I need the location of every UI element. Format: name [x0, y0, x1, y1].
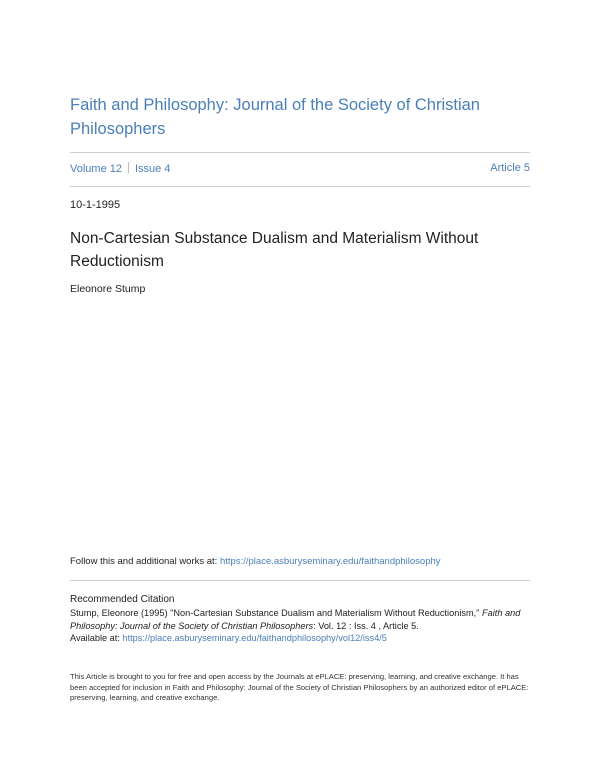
citation-journal: Faith and Philosophy: Journal of the Society of Christian Philosophers: [70, 608, 521, 631]
bottom-divider: [70, 186, 530, 187]
journal-title-link[interactable]: Faith and Philosophy: Journal of the Society of Christian Philosophers: [70, 96, 480, 138]
issue-link[interactable]: Issue 4: [134, 163, 171, 175]
follow-text: Follow this and additional works at:: [70, 556, 218, 567]
available-url-link[interactable]: https://place.asburyseminary.edu/faithandphilosophy/vol12/iss4/5: [122, 633, 387, 643]
volume-issue-links: [70, 162, 170, 175]
volume-link[interactable]: Volume 12: [70, 163, 122, 175]
article-title: Non-Cartesian Substance Dualism and Materialism Without Reductionism: [70, 230, 479, 270]
citation-divider: [70, 580, 530, 581]
citation-heading: Recommended Citation: [70, 594, 175, 605]
article-number-link[interactable]: Article 5: [490, 162, 530, 174]
available-label: Available at:: [70, 633, 120, 643]
follow-url-link[interactable]: https://place.asburyseminary.edu/faithandphilosophy: [219, 556, 441, 567]
author-name: Eleonore Stump: [70, 283, 146, 295]
citation-prefix: Stump, Eleonore (1995) "Non-Cartesian Substance Dualism and Materialism Without Reductionism,": [70, 608, 480, 618]
access-notice: This Article is brought to you for free and open access by the Journals at ePLACE: preserving, learning, and creative exchange. It has been accepted for inclusion in Faith and Philosophy: Journal of the Society of Christian Philosophers by an authorized editor of ePLACE: preserving, learning, and creative exchange.: [70, 672, 529, 702]
separator: [128, 162, 129, 173]
publication-date: 10-1-1995: [70, 199, 121, 211]
citation-block: [70, 607, 532, 645]
citation-details: : Vol. 12 : Iss. 4 , Article 5.: [313, 620, 419, 631]
follow-line: [70, 556, 441, 567]
top-divider: [70, 152, 530, 153]
issue-row: [70, 162, 530, 178]
